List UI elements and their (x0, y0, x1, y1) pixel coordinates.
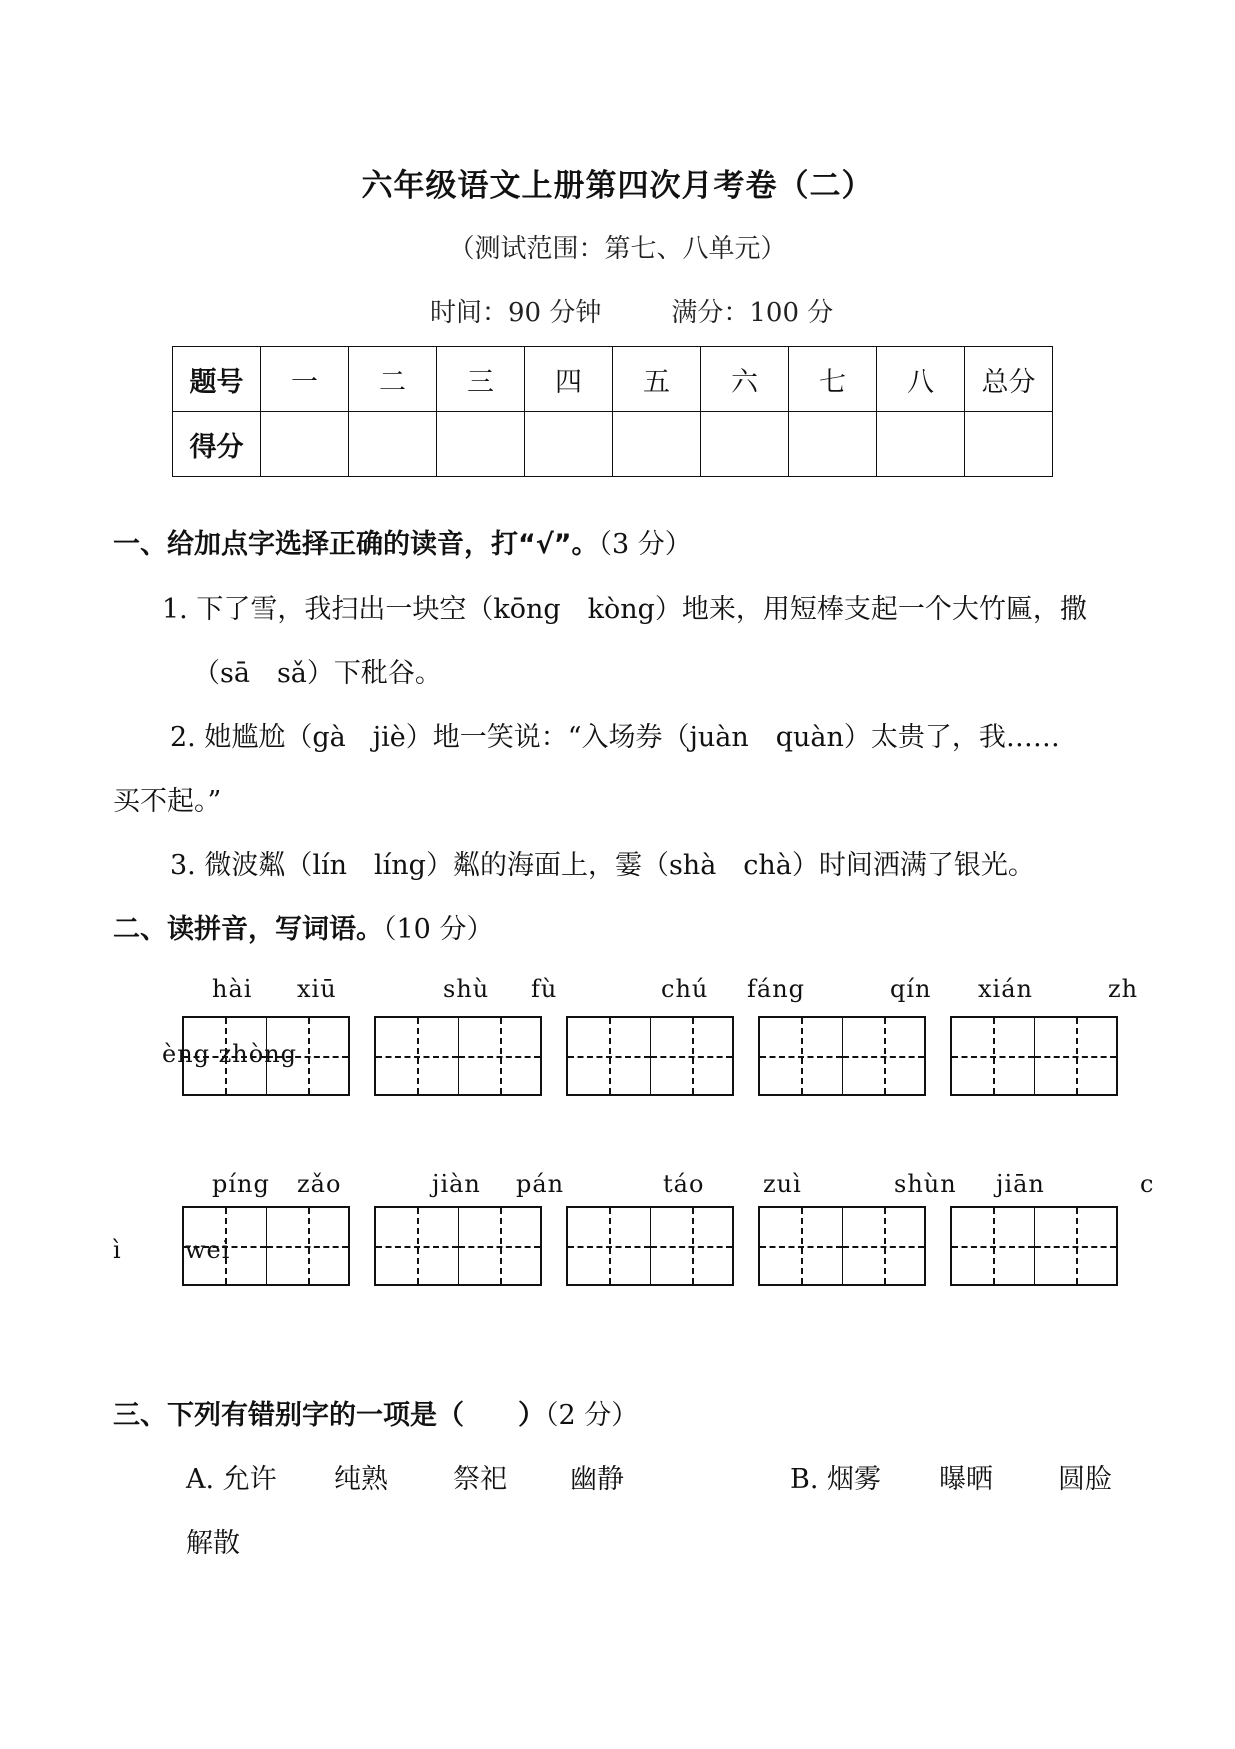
score-cell (613, 412, 701, 477)
question-3: 3. 微波粼（lín líng）粼的海面上，霎（shà chà）时间洒满了银光。 (170, 850, 1035, 881)
exam-title: 六年级语文上册第四次月考卷（二） (361, 168, 874, 204)
row-label-score: 得分 (173, 412, 261, 477)
grid-cell[interactable] (458, 1208, 540, 1284)
pinyin-overflow: ì (113, 1236, 122, 1264)
pinyin-syllable: hài (212, 975, 253, 1003)
grid-cell[interactable] (760, 1208, 842, 1284)
option-a-word: 幽静 (570, 1464, 624, 1495)
writing-grid[interactable] (758, 1206, 926, 1286)
section-3-points: （2 分） (545, 1400, 639, 1431)
grid-cell[interactable] (1034, 1018, 1116, 1094)
writing-grid[interactable] (950, 1206, 1118, 1286)
section-2-title: 二、读拼音，写词语。 (113, 914, 383, 945)
grid-cell[interactable] (1034, 1208, 1116, 1284)
pinyin-syllable: zuì (763, 1170, 802, 1198)
pinyin-syllable: jiān (996, 1170, 1045, 1198)
pinyin-syllable: c (1140, 1170, 1155, 1198)
column-header: 五 (613, 347, 701, 412)
score-cell (701, 412, 789, 477)
option-b-label: B. 烟雾 (790, 1464, 882, 1495)
column-header: 六 (701, 347, 789, 412)
time-limit: 时间：90 分钟 (430, 298, 602, 328)
pinyin-syllable: táo (663, 1170, 705, 1198)
pinyin-syllable: chú (661, 975, 709, 1003)
grid-cell[interactable] (568, 1208, 650, 1284)
question-2-line-1: 2. 她尴尬（gà jiè）地一笑说：“入场券（juàn quàn）太贵了，我…… (170, 722, 1060, 753)
grid-cell[interactable] (842, 1018, 924, 1094)
pinyin-syllable: shùn (894, 1170, 957, 1198)
score-cell (349, 412, 437, 477)
column-header: 三 (437, 347, 525, 412)
column-header: 一 (261, 347, 349, 412)
pinyin-syllable: xián (978, 975, 1033, 1003)
grid-cell[interactable] (458, 1018, 540, 1094)
grid-cell[interactable] (376, 1208, 458, 1284)
score-table-header-row (173, 347, 1053, 412)
column-header: 七 (789, 347, 877, 412)
pinyin-syllable: zh (1108, 975, 1139, 1003)
pinyin-syllable: pán (516, 1170, 565, 1198)
writing-grid[interactable] (374, 1016, 542, 1096)
score-cell (965, 412, 1053, 477)
section-3-title: 三、下列有错别字的一项是（ ） (113, 1400, 545, 1431)
full-score: 满分：100 分 (671, 298, 834, 328)
pinyin-overflow: wei (185, 1236, 231, 1264)
score-cell (437, 412, 525, 477)
section-1-heading (113, 522, 692, 561)
option-a-word: 解散 (186, 1528, 240, 1559)
section-1-title: 一、给加点字选择正确的读音，打“√”。 (113, 529, 599, 560)
grid-cell[interactable] (952, 1208, 1034, 1284)
score-cell (525, 412, 613, 477)
grid-cell[interactable] (650, 1018, 732, 1094)
option-a-word: 祭祀 (453, 1464, 507, 1495)
pinyin-syllable: fáng (747, 975, 806, 1003)
exam-subtitle: （测试范围：第七、八单元） (448, 234, 787, 264)
writing-grid[interactable] (374, 1206, 542, 1286)
section-1-points: （3 分） (598, 529, 692, 560)
score-table-score-row (173, 412, 1053, 477)
question-1-line-2: （sā sǎ）下秕谷。 (193, 658, 442, 689)
pinyin-syllable: xiū (297, 975, 337, 1003)
column-header: 四 (525, 347, 613, 412)
grid-cell[interactable] (842, 1208, 924, 1284)
writing-grid[interactable] (950, 1016, 1118, 1096)
option-b-word: 圆脸 (1058, 1464, 1112, 1495)
section-3-heading (113, 1393, 638, 1432)
question-1-line-1: 1. 下了雪，我扫出一块空（kōng kòng）地来，用短棒支起一个大竹匾，撒 (162, 594, 1087, 625)
grid-cell[interactable] (266, 1208, 348, 1284)
exam-time-info (430, 292, 833, 329)
writing-grid[interactable] (566, 1206, 734, 1286)
pinyin-syllable: qín (890, 975, 932, 1003)
pinyin-syllable: shù (443, 975, 490, 1003)
pinyin-syllable: píng (212, 1170, 270, 1198)
writing-grid[interactable] (758, 1016, 926, 1096)
column-header: 二 (349, 347, 437, 412)
option-a-label: A. 允许 (186, 1464, 277, 1495)
grid-cell[interactable] (568, 1018, 650, 1094)
column-header: 八 (877, 347, 965, 412)
grid-cell[interactable] (376, 1018, 458, 1094)
question-2-line-2: 买不起。” (113, 786, 222, 817)
score-table (172, 346, 1053, 477)
writing-grid[interactable] (566, 1016, 734, 1096)
grid-cell[interactable] (760, 1018, 842, 1094)
section-2-heading (113, 907, 493, 946)
pinyin-overflow: èng zhòng (162, 1040, 298, 1068)
grid-cell[interactable] (650, 1208, 732, 1284)
score-cell (261, 412, 349, 477)
row-label-question-number: 题号 (173, 347, 261, 412)
grid-cell[interactable] (952, 1018, 1034, 1094)
option-b-word: 曝晒 (939, 1464, 993, 1495)
option-a-word: 纯熟 (334, 1464, 388, 1495)
pinyin-syllable: jiàn (432, 1170, 481, 1198)
pinyin-syllable: fù (531, 975, 558, 1003)
section-2-points: （10 分） (383, 914, 494, 945)
pinyin-syllable: zǎo (297, 1170, 342, 1198)
score-cell (877, 412, 965, 477)
score-cell (789, 412, 877, 477)
column-header: 总分 (965, 347, 1053, 412)
